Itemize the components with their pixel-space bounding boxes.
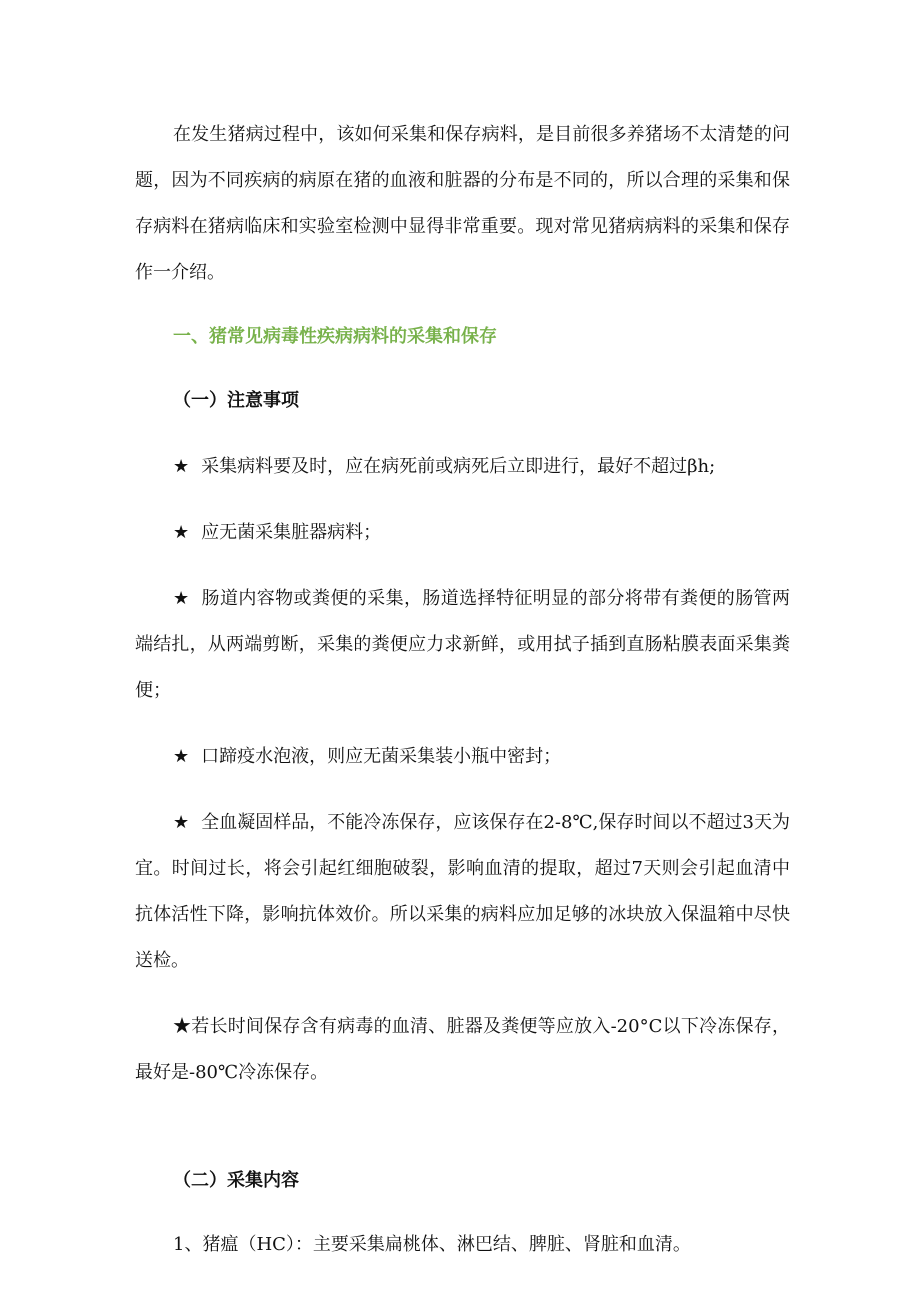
star-bullet-icon: ★ bbox=[173, 812, 190, 833]
star-bullet-icon: ★ bbox=[173, 746, 190, 767]
subsection-title-collection: （二）采集内容 bbox=[173, 1170, 299, 1191]
note-item bbox=[135, 576, 790, 714]
note-text: 采集病料要及时，应在病死前或病死后立即进行，最好不超过βh; bbox=[201, 456, 716, 477]
note-text: 若长时间保存含有病毒的血清、脏器及粪便等应放入-20°C以下冷冻保存，最好是-80℃冷冻保存。 bbox=[135, 1016, 790, 1083]
note-item bbox=[135, 800, 790, 984]
note-item bbox=[135, 734, 790, 780]
intro-paragraph: 在发生猪病过程中，该如何采集和保存病料，是目前很多养猪场不太清楚的问题，因为不同疾病的病原在猪的血液和脏器的分布是不同的，所以合理的采集和保存病料在猪病临床和实验室检测中显得非常重要。现对常见猪病病料的采集和保存作一介绍。 bbox=[135, 124, 790, 283]
collection-item: 1、猪瘟（HC）：主要采集扁桃体、淋巴结、脾脏、肾脏和血清。 bbox=[173, 1234, 691, 1255]
note-text: 口蹄疫水泡液，则应无菌采集装小瓶中密封； bbox=[201, 746, 562, 767]
star-bullet-icon: ★ bbox=[173, 522, 190, 543]
subsection-title-notes: （一）注意事项 bbox=[173, 390, 299, 411]
star-bullet-icon: ★ bbox=[173, 456, 190, 477]
note-item bbox=[135, 510, 790, 556]
note-text: 应无菌采集脏器病料； bbox=[201, 522, 382, 543]
note-item bbox=[135, 1004, 790, 1096]
note-text: 全血凝固样品，不能冷冻保存，应该保存在2-8℃,保存时间以不超过3天为宜。时间过长，将会引起红细胞破裂，影响血清的提取，超过7天则会引起血清中抗体活性下降，影响抗体效价。所以采集的病料应加足够的冰块放入保温箱中尽快送检。 bbox=[135, 812, 790, 971]
note-text: 肠道内容物或粪便的采集，肠道选择特征明显的部分将带有粪便的肠管两端结扎，从两端剪断，采集的粪便应力求新鲜，或用拭子插到直肠粘膜表面采集粪便； bbox=[135, 588, 791, 701]
star-bullet-icon: ★ bbox=[173, 588, 190, 609]
star-bullet-icon: ★ bbox=[173, 1016, 192, 1037]
note-item bbox=[135, 444, 790, 490]
section-title: 一、猪常见病毒性疾病病料的采集和保存 bbox=[173, 326, 497, 347]
